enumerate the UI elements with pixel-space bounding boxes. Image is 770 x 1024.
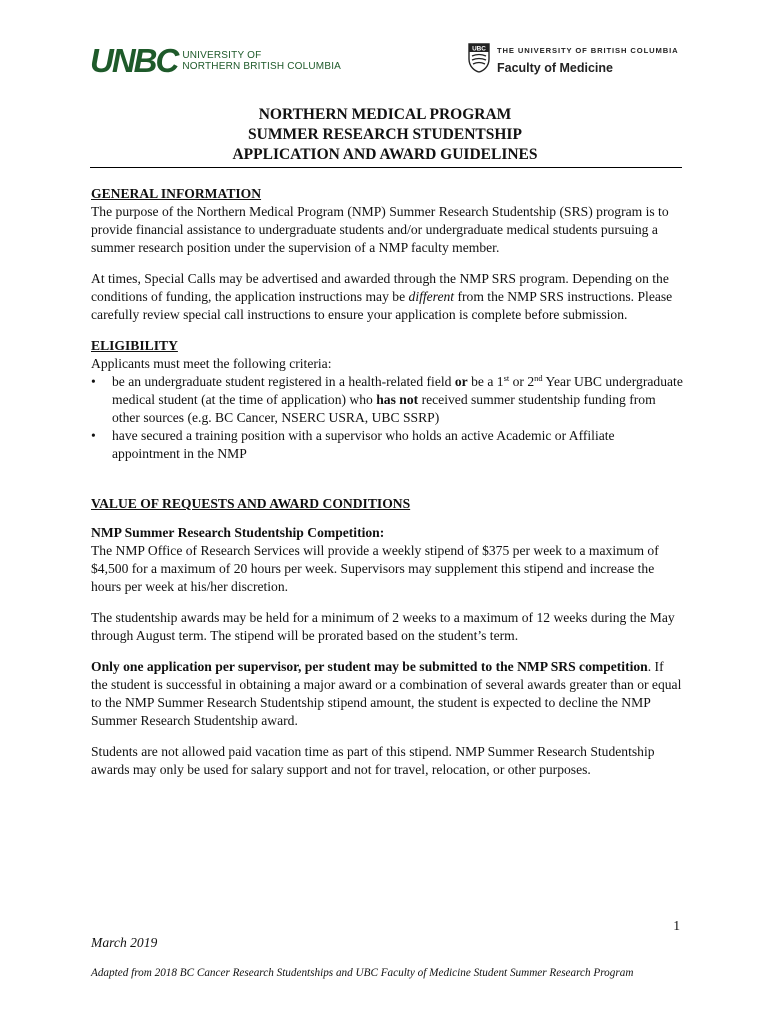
eligibility-criterion: • be an undergraduate student registered in a health-related field or be a 1st or 2nd Year UBC undergraduate medical student (at the time of application) who has not received summer studentship funding from other sources (e.g. BC Cancer, NSERC USRA, UBC SSRP) — [91, 373, 683, 425]
unbc-logo-line1: UNIVERSITY OF — [182, 49, 262, 61]
unbc-logo-line2: NORTHERN BRITISH COLUMBIA — [182, 60, 342, 72]
title-line-1: NORTHERN MEDICAL PROGRAM — [258, 106, 512, 123]
stipend-paragraph: The NMP Office of Research Services will provide a weekly stipend of $375 per week to a maximum of $4,500 for a maximum of 20 hours per week. Supervisors may supplement this stipend and increase the hours per week at his/her discretion. — [91, 543, 659, 594]
special-calls-emphasis: different — [408, 289, 455, 304]
one-application-paragraph — [91, 658, 683, 730]
adapted-from-note: Adapted from 2018 BC Cancer Research Studentships and UBC Faculty of Medicine Student Summer Research Program — [91, 967, 634, 979]
duration-paragraph: The studentship awards may be held for a minimum of 2 weeks to a maximum of 12 weeks during the May through August term. The stipend will be prorated based on the student’s term. — [91, 610, 675, 643]
one-application-text: . If the student is successful in obtaining a major award or a combination of several awards greater than or equal to the NMP Summer Research Studentship stipend amount, the student is expected to decline the NMP Summer Research Studentship award. — [91, 659, 682, 728]
vacation-paragraph: Students are not allowed paid vacation time as part of this stipend. NMP Summer Research Studentship awards may only be used for salary support and not for travel, relocation, or other purposes. — [91, 744, 655, 777]
document-body — [91, 185, 683, 779]
ubc-crest-text: UBC — [472, 45, 486, 53]
unbc-logo-text — [182, 50, 341, 72]
eligibility-intro: Applicants must meet the following criteria: — [91, 356, 332, 371]
bullet-icon: • — [91, 428, 96, 443]
special-calls-text-2: from the NMP SRS instructions. Please carefully review special call instructions to ensure your application is complete before submission. — [91, 289, 673, 322]
page-number: 1 — [673, 918, 680, 933]
ubc-university-name: THE UNIVERSITY OF BRITISH COLUMBIA — [497, 46, 679, 55]
ubc-logo-text — [497, 43, 679, 75]
general-information-paragraph: The purpose of the Northern Medical Program (NMP) Summer Research Studentship (SRS) program is to provide financial assistance to undergraduate students and/or undergraduate medical students pursuing a summer research position under the supervision of a NMP faculty member. — [91, 204, 669, 255]
title-line-3: APPLICATION AND AWARD GUIDELINES — [232, 146, 538, 163]
general-information-heading: GENERAL INFORMATION — [91, 186, 262, 201]
bullet-icon: • — [91, 374, 96, 389]
unbc-logo-mark: UNBC — [90, 42, 178, 79]
one-application-emphasis: Only one application per supervisor, per student may be submitted to the NMP SRS competition — [91, 659, 648, 674]
document-date: March 2019 — [91, 935, 158, 950]
unbc-logo — [90, 44, 341, 77]
title-line-2: SUMMER RESEARCH STUDENTSHIP — [248, 126, 522, 143]
ubc-faculty-name: Faculty of Medicine — [497, 61, 613, 75]
eligibility-criterion: • have secured a training position with a supervisor who holds an active Academic or Affiliate appointment in the NMP — [91, 428, 615, 461]
value-conditions-heading: VALUE OF REQUESTS AND AWARD CONDITIONS — [91, 496, 411, 511]
competition-subheading: NMP Summer Research Studentship Competition: — [91, 525, 385, 540]
ubc-crest-icon — [468, 43, 490, 73]
eligibility-heading: ELIGIBILITY — [91, 338, 178, 353]
document-title — [90, 105, 680, 165]
ubc-medicine-logo — [468, 43, 679, 75]
eligibility-criteria-list — [91, 373, 683, 463]
special-calls-paragraph — [91, 270, 683, 324]
title-divider — [90, 167, 682, 168]
special-calls-text-1: At times, Special Calls may be advertised and awarded through the NMP SRS program. Depending on the conditions of funding, the application instructions may be — [91, 271, 669, 304]
